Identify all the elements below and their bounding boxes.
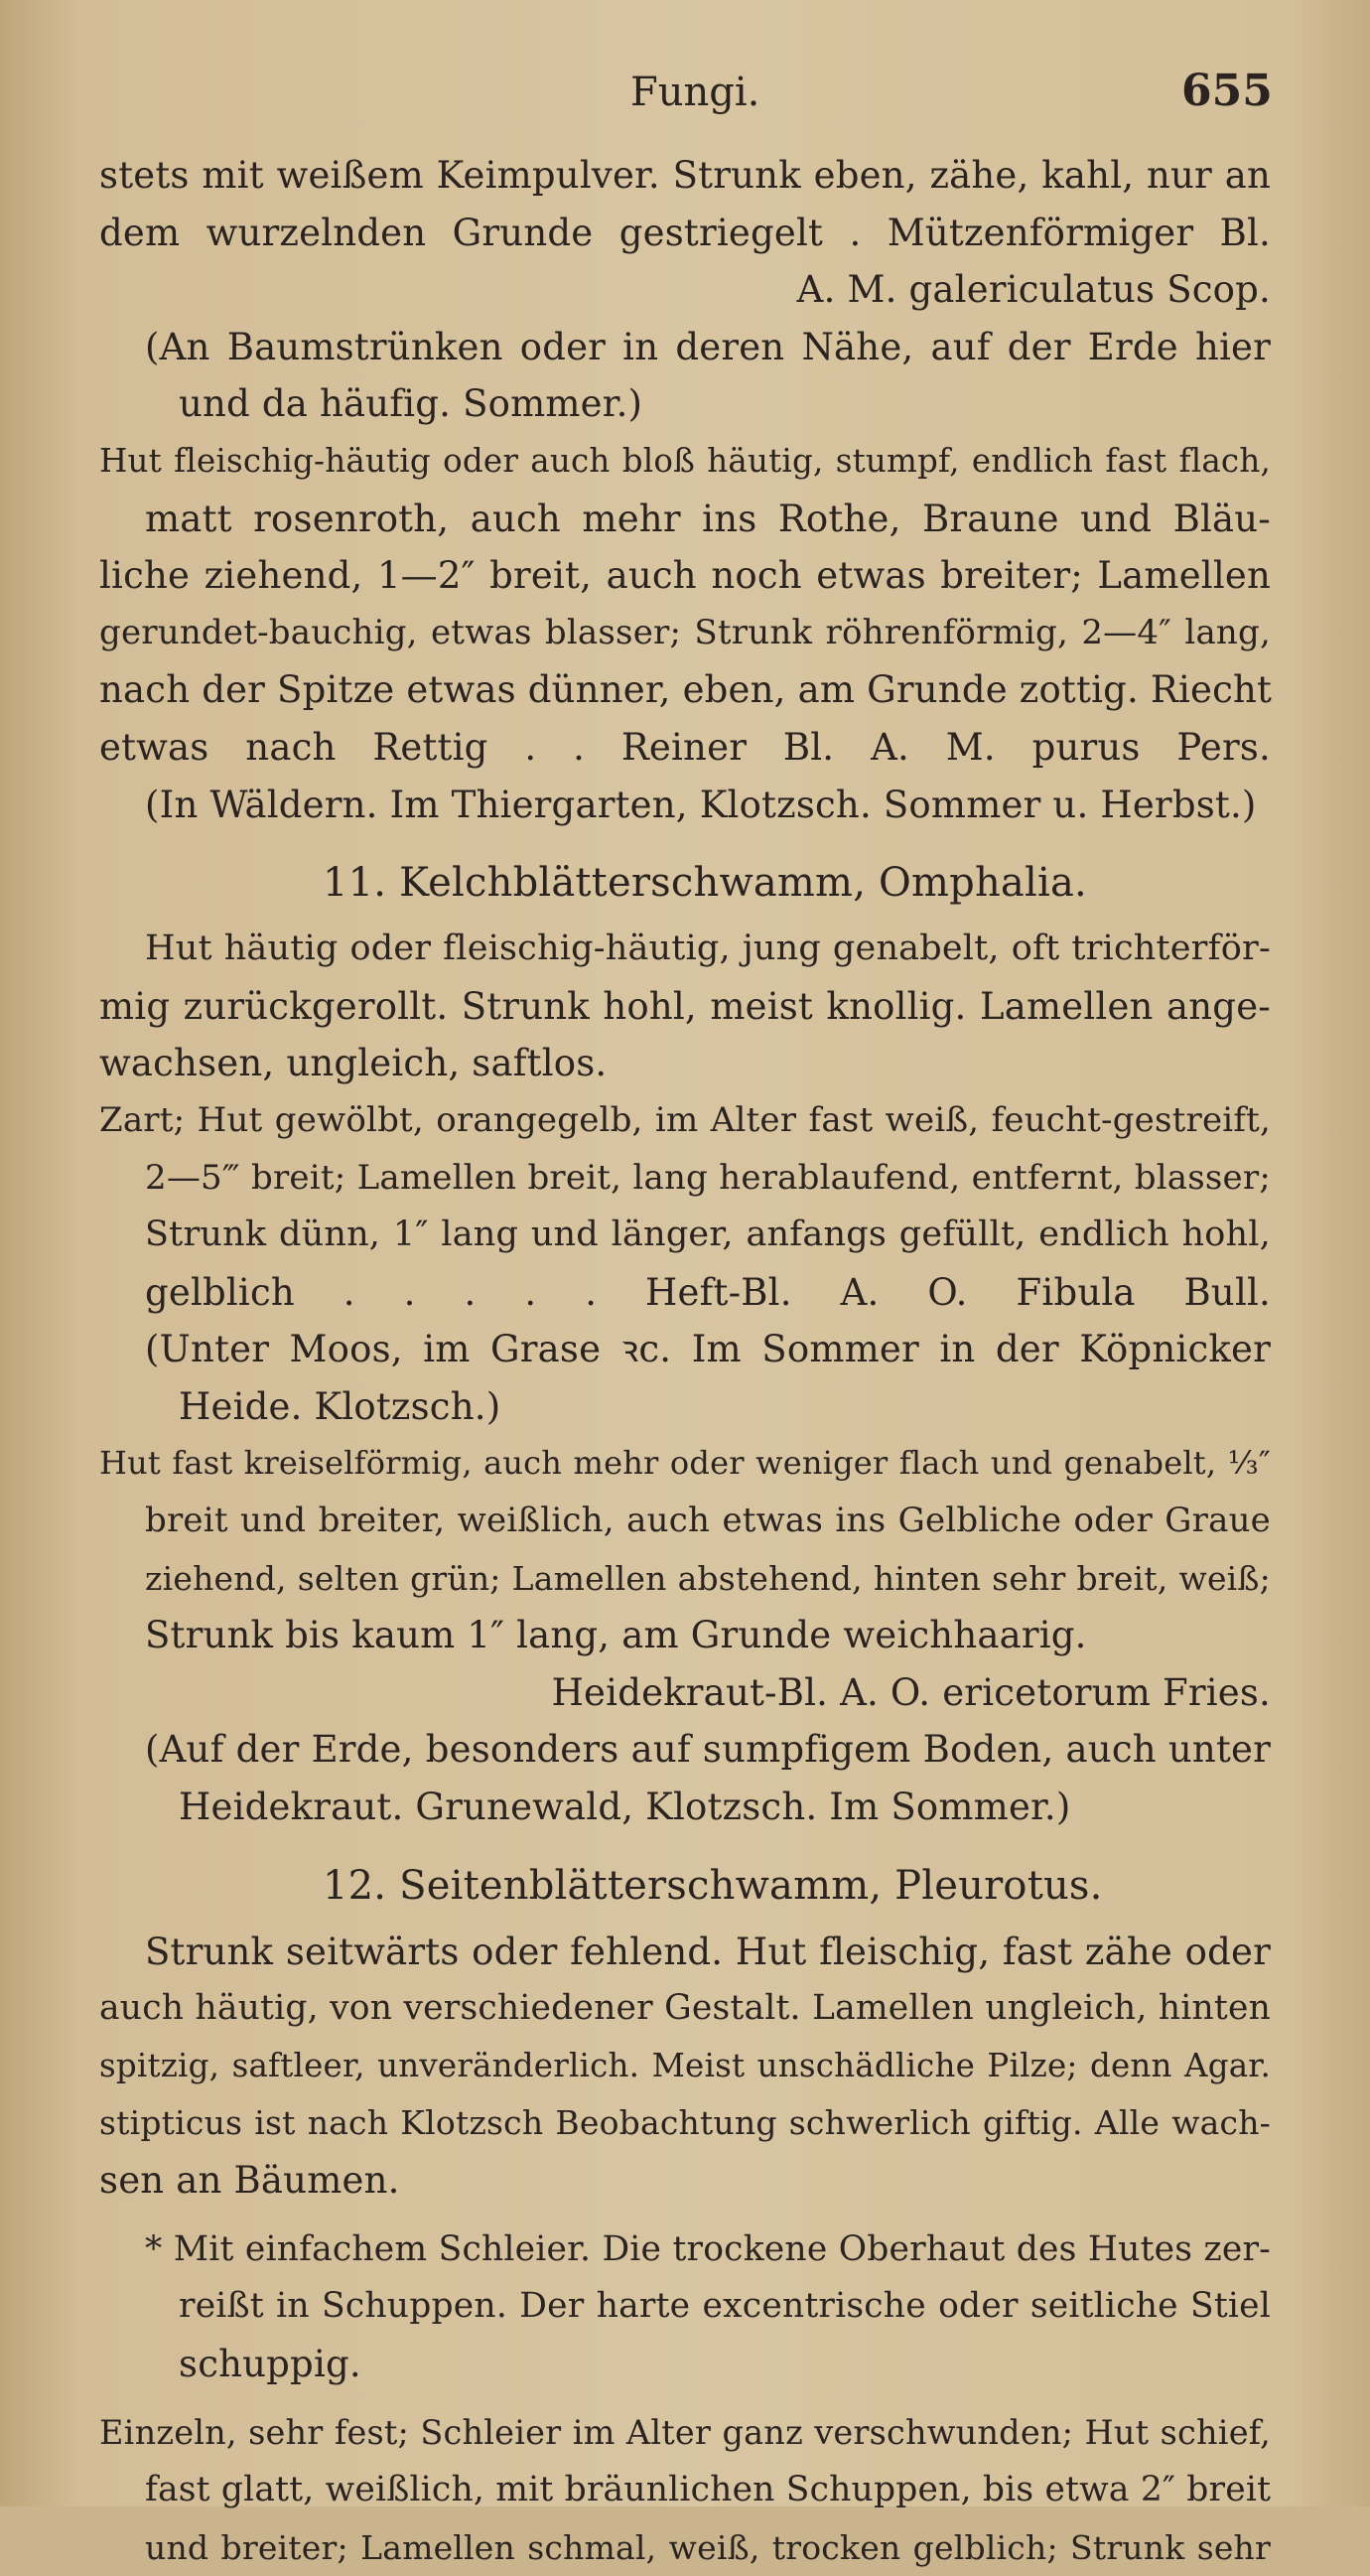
- text-line: wachsen, ungleich, saftlos.: [99, 1042, 608, 1085]
- text-line: nach der Spitze etwas dünner, eben, am Grunde zottig. Riecht: [99, 668, 1273, 712]
- text-line: und da häufig. Sommer.): [179, 382, 643, 426]
- text-line: Heidekraut-Bl. A. O. ericetorum Fries.: [551, 1670, 1271, 1714]
- text-line: (Unter Moos, im Grase ꝛc. Im Sommer in der Köpnicker: [145, 1328, 1271, 1371]
- text-line: Heide. Klotzsch.): [179, 1384, 501, 1428]
- text-line: Hut häutig oder fleischig-häutig, jung genabelt, oft trichterför-: [145, 929, 1271, 969]
- text-line: Zart; Hut gewölbt, orangegelb, im Alter fast weiß, feucht-gestreift,: [99, 1099, 1271, 1140]
- text-line: ziehend, selten grün; Lamellen abstehend, hinten sehr breit, weiß;: [145, 1558, 1271, 1598]
- text-line: sen an Bäumen.: [99, 2159, 400, 2202]
- text-line: reißt in Schuppen. Der harte excentrische oder seitliche Stiel: [179, 2286, 1271, 2327]
- text-line: liche ziehend, 1—2″ breit, auch noch etwas breiter; Lamellen: [99, 554, 1271, 598]
- text-line: etwas nach Rettig . . Reiner Bl. A. M. purus Pers.: [99, 725, 1271, 769]
- text-line: mig zurückgerollt. Strunk hohl, meist knollig. Lamellen ange-: [99, 984, 1271, 1028]
- text-line: (Auf der Erde, besonders auf sumpfigem Boden, auch unter: [145, 1728, 1271, 1772]
- text-line: schuppig.: [179, 2342, 361, 2385]
- text-line: Hut fleischig-häutig oder auch bloß häutig, stumpf, endlich fast flach,: [99, 441, 1271, 480]
- page-number: 655: [1181, 66, 1273, 116]
- body-text: [99, 147, 1271, 2576]
- text-line: Einzeln, sehr fest; Schleier im Alter ganz verschwunden; Hut schief,: [99, 2413, 1271, 2453]
- section-heading-12: 12. Seitenblätterschwamm, Pleurotus.: [323, 1862, 1103, 1909]
- text-line: breit und breiter, weißlich, auch etwas ins Gelbliche oder Graue: [145, 1501, 1271, 1541]
- text-line: und breiter; Lamellen schmal, weiß, trocken gelblich; Strunk sehr: [145, 2527, 1271, 2567]
- text-line: stets mit weißem Keimpulver. Strunk eben, zähe, kahl, nur an: [99, 154, 1271, 197]
- text-line: gerundet-bauchig, etwas blasser; Strunk röhrenförmig, 2—4″ lang,: [99, 612, 1271, 652]
- text-line: (An Baumstrünken oder in deren Nähe, auf der Erde hier: [145, 325, 1271, 368]
- running-title: Fungi.: [630, 70, 760, 115]
- section-heading-11: 11. Kelchblätterschwamm, Omphalia.: [323, 860, 1087, 907]
- text-line: auch häutig, von verschiedener Gestalt. Lamellen ungleich, hinten: [99, 1988, 1271, 2029]
- text-line: spitzig, saftleer, unveränderlich. Meist unschädliche Pilze; denn Agar.: [99, 2046, 1271, 2084]
- text-line: stipticus ist nach Klotzsch Beobachtung schwerlich giftig. Alle wach-: [99, 2103, 1271, 2143]
- text-line: dem wurzelnden Grunde gestriegelt . Mützenförmiger Bl.: [99, 211, 1271, 254]
- text-line: A. M. galericulatus Scop.: [796, 268, 1271, 312]
- text-line: * Mit einfachem Schleier. Die trockene Oberhaut des Hutes zer-: [145, 2228, 1271, 2269]
- text-line: Heidekraut. Grunewald, Klotzsch. Im Sommer.): [179, 1786, 1071, 1829]
- text-line: gelblich . . . . . Heft-Bl. A. O. Fibula Bull.: [145, 1270, 1271, 1314]
- text-line: Strunk dünn, 1″ lang und länger, anfangs gefüllt, endlich hohl,: [145, 1215, 1271, 1255]
- page-header: [0, 62, 1370, 121]
- text-line: Hut fast kreiselförmig, auch mehr oder weniger flach und genabelt, ⅓″: [99, 1444, 1271, 1483]
- text-line: (In Wäldern. Im Thiergarten, Klotzsch. Sommer u. Herbst.): [145, 783, 1257, 826]
- text-line: Strunk seitwärts oder fehlend. Hut fleischig, fast zähe oder: [145, 1930, 1271, 1973]
- text-line: 2—5‴ breit; Lamellen breit, lang herablaufend, entfernt, blasser;: [145, 1157, 1271, 1198]
- text-line: Strunk bis kaum 1″ lang, am Grunde weichhaarig.: [145, 1614, 1087, 1657]
- text-line: fast glatt, weißlich, mit bräunlichen Schuppen, bis etwa 2″ breit: [145, 2469, 1272, 2509]
- text-line: matt rosenroth, auch mehr ins Rothe, Braune und Bläu-: [145, 497, 1271, 540]
